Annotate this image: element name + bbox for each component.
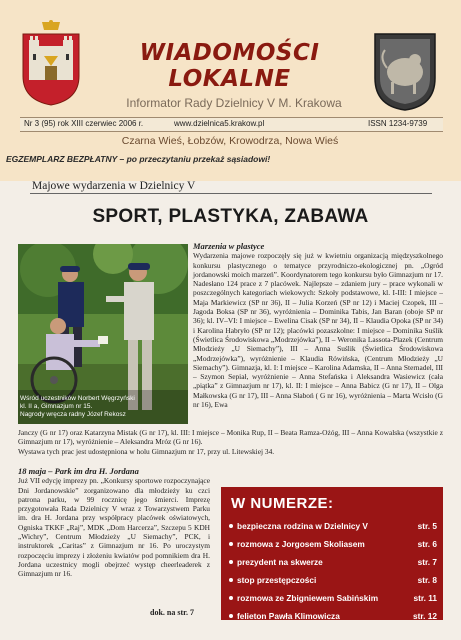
section-divider — [30, 193, 432, 194]
article-paragraph: Wystawa tych prac jest udostępniona w holu Gimnazjum nr 17, przy ul. Litewskiej 34. — [18, 446, 275, 456]
contents-item[interactable] — [229, 537, 437, 555]
article-paragraph: Janczy (G nr 17) oraz Katarzyna Mistak (G nr 17), kl. III: I miejsce – Monika Rup, II – Beata Ramza-Ożóg, III – Anna Kowalska (wszystkie z Gimnazjum nr 17), wyróżnienie – Aleksandra Mróz (G nr 16). — [18, 428, 443, 447]
contents-item-page: str. 5 — [417, 521, 437, 531]
article-paragraph: Wydarzenia majowe rozpoczęły się już w kwietniu organizacją międzyszkolnego konkursu plastycznego o tematyce przyrodniczo-ekologicznej pn. „Ogród jordanowski moich marzeń”. Koordynatorem tego konkursu było Gimnazjum nr 17. Nadesłano 124 prace z 7 placówek. Najlepsze – zdaniem jury – prace wykonali w poszczególnych kategoriach wiekowych: Szkoły podstawowe, kl. I-III: I miejsce – Maja Markiewicz (SP nr 36), II – Julia Korzeń (SP nr 12) i Maciej Czopek, III – Jagoda Boksa (SP nr 36), wyróżnienia – Dominika Tabis, Jan Baran (oboje SP nr 36); kl. IV–VI: I miejsce – Ewelina Cisak (SP nr 34), II – Klaudia Opoka (SP nr 34) i Karolina Habryło (SP nr 12); placówki pozaszkolne: I miejsce – Dominika Suślik (Świetlica Środowiskowa „Modrzejówka”), II – Weronika Lassota-Plazek (Centrum Młodzieży „U Siemachy”), III – Anna Suślik (Świetlica Środowiskowa „Modrzejówka”), wyróżnienie – Klaudia Rówińska, (Centrum Młodzieży „U Siemachy”). Gimnazja, kl. I: I miejsce – Karolina Adamska, II – Anna Sternadel, III – Szymon Sepiał, wyróżnienie – Anna Stefańska i Aleksandra Wasiewicz (cała „piątka” z Gimnazjum nr 17), kl. II: I miejsce – Anna Babicz (G nr 17), II – Olga Małkowska (G nr 17), III – Anna Słaboń ( G nr 16), wyróżnienia – Marta Wcisło (G nr 16), Ewa — [193, 251, 443, 410]
contents-item[interactable] — [229, 555, 437, 573]
contents-item[interactable] — [229, 573, 437, 591]
contents-item-title: bezpieczna rodzina w Dzielnicy V — [237, 521, 368, 531]
article-column-right — [193, 242, 443, 409]
masthead — [0, 0, 461, 181]
contents-item[interactable] — [229, 591, 437, 609]
contents-title: W NUMERZE: — [231, 495, 334, 512]
contents-item-page: str. 7 — [417, 557, 437, 567]
bullet-icon — [229, 614, 233, 618]
contents-item-page: str. 6 — [417, 539, 437, 549]
article-subhead: 18 maja – Park im dra H. Jordana — [18, 466, 139, 476]
contents-item[interactable] — [229, 609, 437, 627]
article-photo — [18, 244, 188, 424]
contents-item-page: str. 11 — [413, 593, 437, 603]
continued-note: dok. na str. 7 — [150, 608, 194, 617]
contents-item[interactable] — [229, 519, 437, 537]
issn-number: ISSN 1234-9739 — [368, 119, 428, 128]
contents-item-page: str. 8 — [417, 575, 437, 585]
article-headline: SPORT, PLASTYKA, ZABAWA — [92, 206, 369, 227]
krakow-coat-of-arms-icon — [20, 20, 82, 106]
free-copy-banner — [0, 154, 461, 166]
bullet-icon — [229, 524, 233, 528]
issue-info-bar — [20, 117, 443, 132]
contents-item-page: str. 12 — [413, 611, 437, 621]
contents-item-title: stop przestępczości — [237, 575, 317, 585]
bullet-icon — [229, 596, 233, 600]
article-paragraph: Już VII edycję imprezy pn. „Konkursy sportowe rozpoczynające Dni Jordanowskie” zorganizowano dla młodzieży ku czci patrona parku, w 99 rocznicę jego śmierci. Imprezę przygotowała Rada Dzielnicy V wraz z Towarzystwem Parku im. dra H. Jordana przy współpracy placówek oświatowych, Ogniska TKKF „Raj”, MDK „Dom Harcerza”, Szczepu 5 KDH „Wichry”, Centrum Młodzieży „U Siemachy”, PCK, i instruktorek „Caritas” z Gimnazjum nr 16. Po uroczystym rozpoczęciu imprezy i złożeniu kwiatów pod pomnikiem dra H. Jordana uczestnicy mogli obejrzeć występ cheerleaderek z Gimnazjum nr 16. — [18, 476, 210, 579]
bullet-icon — [229, 578, 233, 582]
section-title: Majowe wydarzenia w Dzielnicy V — [32, 180, 196, 192]
bullet-icon — [229, 542, 233, 546]
photo-caption-line-3: Nagrody wręcza radny Józef Rekosz — [20, 411, 126, 418]
article-subhead: Marzenia w plastyce — [193, 241, 265, 251]
district-seal-icon — [369, 28, 441, 112]
issue-number: Nr 3 (95) rok XIII czerwiec 2006 r. — [24, 119, 144, 128]
website-link[interactable]: www.dzielnica5.krakow.pl — [174, 119, 265, 128]
publication-title: WIADOMOŚCI LOKALNE — [139, 40, 320, 92]
contents-item-title: prezydent na skwerze — [237, 557, 323, 567]
districts-line: Czarna Wieś, Łobzów, Krowodrza, Nowa Wieś — [121, 135, 339, 147]
publication-subtitle: Informator Rady Dzielnicy V M. Krakowa — [126, 96, 342, 110]
photo-caption-line-2: kl. II a, Gimnazjum nr 15. — [20, 403, 93, 410]
contents-box — [221, 487, 443, 620]
article-column-full — [18, 428, 443, 456]
article-column-left — [18, 467, 210, 579]
contents-item-title: rozmowa z Jorgosem Skoliasem — [237, 539, 365, 549]
contents-list — [229, 519, 437, 627]
contents-item-title: rozmowa ze Zbigniewem Sabińskim — [237, 593, 379, 603]
photo-caption-line-1: Wśród uczestników Norbert Węgrzyński — [20, 395, 135, 402]
free-copy-text: EGZEMPLARZ BEZPŁATNY – po przeczytaniu przekaż sąsiadowi! — [6, 154, 271, 164]
contents-item-title: felieton Pawła Klimowicza — [237, 611, 340, 621]
bullet-icon — [229, 560, 233, 564]
